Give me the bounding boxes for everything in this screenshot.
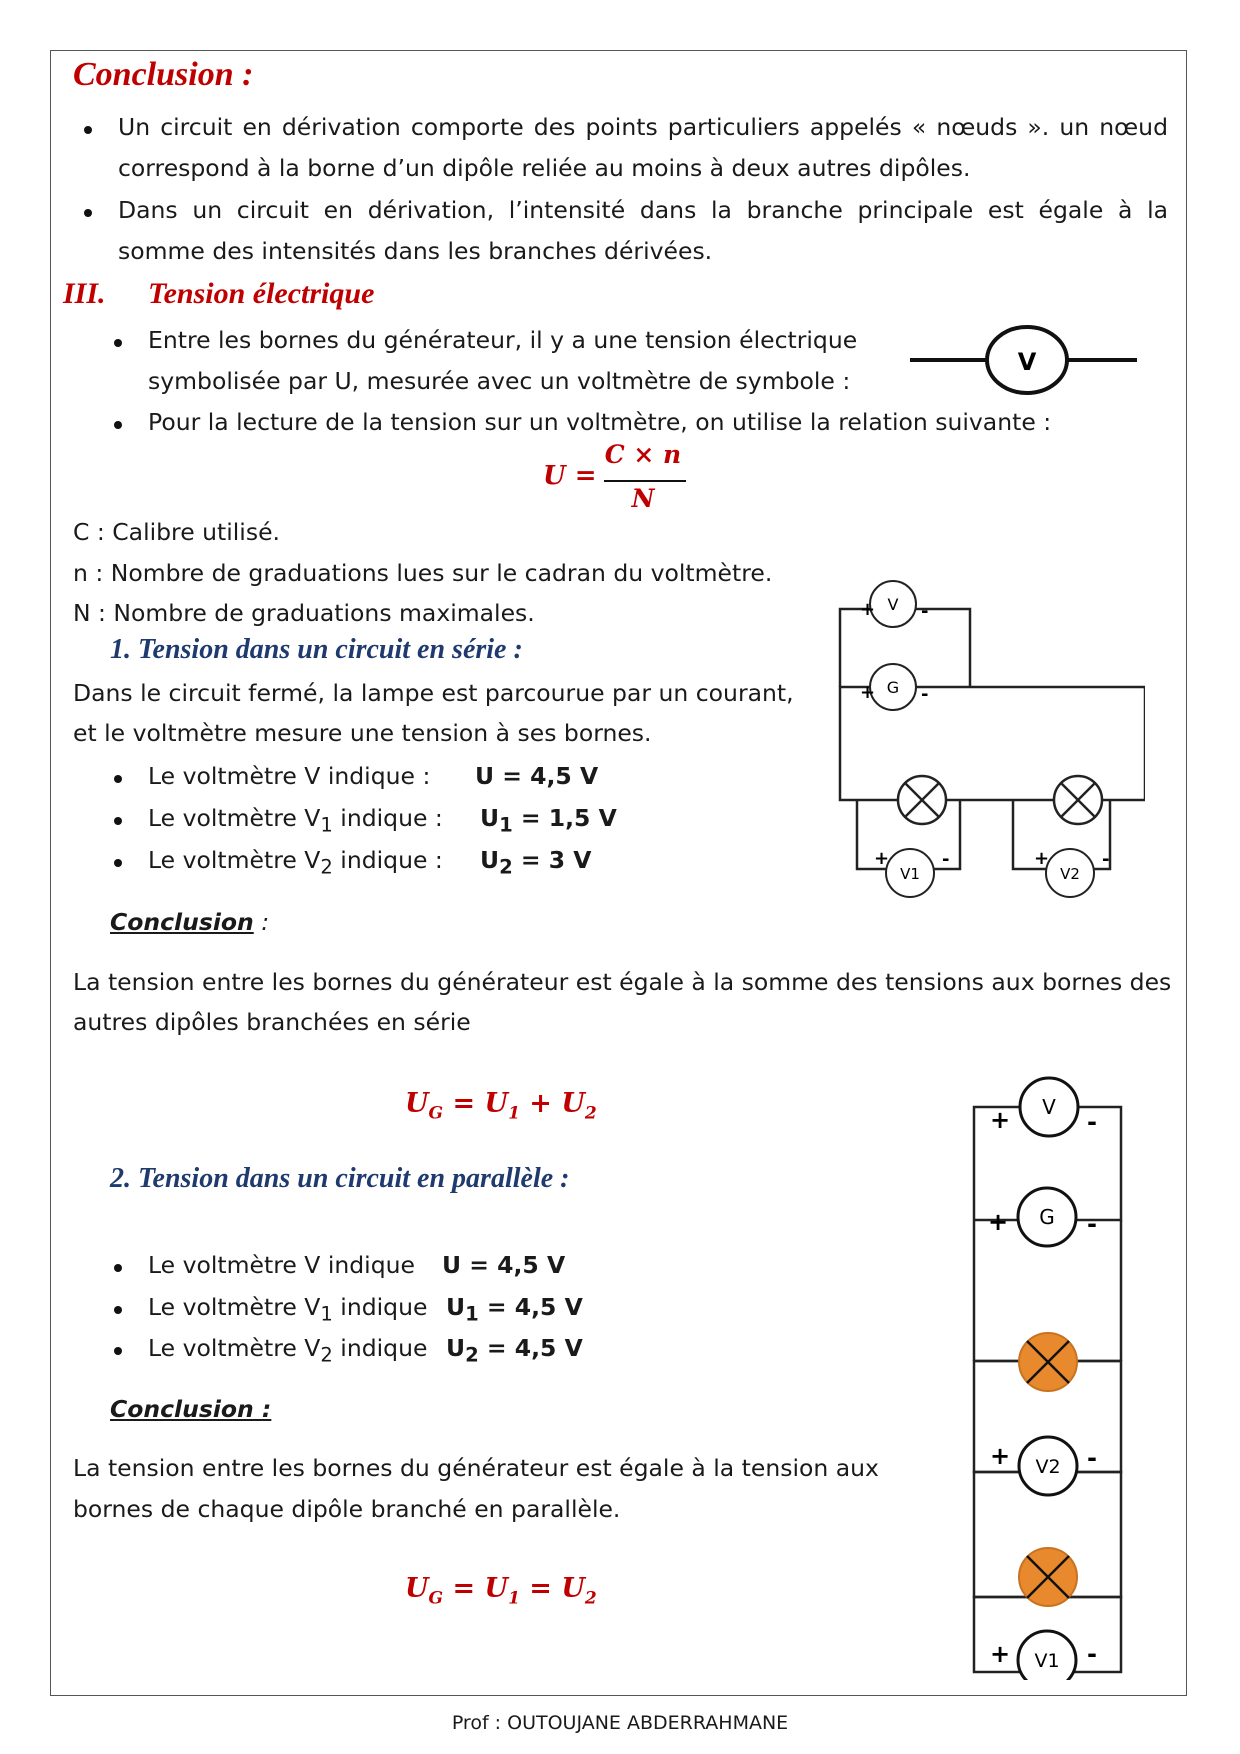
lamp-icon: [1019, 1548, 1077, 1606]
footer-author: Prof : OUTOUJANE ABDERRAHMANE: [451, 1712, 789, 1734]
definition-n: n : Nombre de graduations lues sur le cadran du voltmètre.: [73, 559, 773, 587]
bullet-dot: [114, 1264, 122, 1272]
plus-sign: +: [860, 682, 876, 703]
section-title: Tension électrique: [148, 277, 375, 310]
bullet-dot: [84, 126, 92, 134]
plus-sign: +: [990, 1442, 1011, 1470]
tension-text-line-2: symbolisée par U, mesurée avec un voltmètre de symbole :: [148, 367, 851, 395]
serie-reading-label: Le voltmètre V indique :: [148, 762, 431, 790]
serie-reading-value: $U_1 = 1,5$ V: [480, 804, 617, 837]
formula-denominator: N: [631, 484, 655, 513]
serie-conclusion-title: Conclusion :: [110, 908, 270, 936]
serie-diagram-v: V: [887, 595, 899, 614]
plus-sign: +: [874, 848, 890, 869]
minus-sign: -: [921, 684, 929, 705]
voltmeter-symbol: [905, 318, 1145, 408]
conclusion-bullet-2: Dans un circuit en dérivation, l’intensité dans la branche principale est égale à la somme des intensités dans les branches dérivées.: [118, 196, 1168, 265]
plus-sign: +: [990, 1640, 1011, 1668]
minus-sign: -: [1087, 1444, 1097, 1472]
formula-numerator: C × n: [604, 440, 682, 469]
plus-sign: +: [988, 1208, 1009, 1236]
lamp-icon: [898, 776, 946, 824]
minus-sign: -: [1087, 1640, 1097, 1668]
tension-text-line-1: Entre les bornes du générateur, il y a une tension électrique: [148, 326, 858, 354]
serie-conclusion-line-1: La tension entre les bornes du générateur est égale à la somme des tensions aux bornes des: [73, 968, 1172, 996]
plus-sign: +: [860, 599, 876, 620]
parallele-conclusion-line-2: bornes de chaque dipôle branché en parallèle.: [73, 1495, 621, 1523]
parallele-diagram-g: G: [1039, 1205, 1055, 1229]
parallele-diagram-v1: V1: [1034, 1650, 1060, 1672]
bullet-dot: [114, 1306, 122, 1314]
plus-sign: +: [1034, 848, 1050, 869]
section-number: III.: [63, 277, 106, 310]
bullet-dot: [114, 817, 122, 825]
parallele-reading-value: $U_2 = 4,5$ V: [446, 1334, 583, 1367]
parallele-reading-value: $U_1 = 4,5$ V: [446, 1293, 583, 1326]
serie-formula: $U_G = U_1 + U_2$: [405, 1088, 597, 1124]
serie-paragraph-line-1: Dans le circuit fermé, la lampe est parcourue par un courant,: [73, 679, 794, 707]
serie-diagram-v1: V1: [900, 865, 920, 883]
parallele-formula: $U_G = U_1 = U_2$: [405, 1573, 597, 1609]
serie-circuit-diagram: [830, 575, 1145, 905]
parallele-reading-label: Le voltmètre V indique: [148, 1251, 415, 1279]
definition-N: N : Nombre de graduations maximales.: [73, 599, 535, 627]
serie-reading-value: U = 4,5 V: [475, 762, 599, 790]
serie-reading-label: Le voltmètre $V_1$ indique :: [148, 804, 443, 837]
serie-diagram-v2: V2: [1060, 865, 1080, 883]
serie-heading: 1. Tension dans un circuit en série :: [110, 634, 523, 665]
formula-lhs: U =: [543, 461, 597, 491]
serie-diagram-g: G: [886, 678, 900, 697]
lamp-icon: [1054, 776, 1102, 824]
bullet-dot: [114, 421, 122, 429]
minus-sign: -: [921, 601, 929, 622]
fraction-bar: [604, 480, 686, 482]
minus-sign: -: [1102, 849, 1110, 870]
parallele-circuit-diagram: [960, 1060, 1140, 1680]
bullet-dot: [114, 775, 122, 783]
parallele-heading: 2. Tension dans un circuit en parallèle :: [110, 1163, 570, 1194]
parallele-reading-value: U = 4,5 V: [442, 1251, 566, 1279]
conclusion-heading: Conclusion :: [73, 56, 254, 93]
parallele-conclusion-line-1: La tension entre les bornes du générateur est égale à la tension aux: [73, 1454, 879, 1482]
serie-paragraph-line-2: et le voltmètre mesure une tension à ses bornes.: [73, 719, 652, 747]
minus-sign: -: [942, 849, 950, 870]
serie-conclusion-line-2: autres dipôles branchées en série: [73, 1008, 471, 1036]
lamp-icon: [1019, 1333, 1077, 1391]
bullet-dot: [114, 859, 122, 867]
conclusion-bullet-1: Un circuit en dérivation comporte des points particuliers appelés « nœuds ». un nœud correspond à la borne d’un dipôle reliée au moins à deux autres dipôles.: [118, 113, 1168, 182]
reading-relation-text: Pour la lecture de la tension sur un voltmètre, on utilise la relation suivante :: [148, 408, 1052, 436]
parallele-reading-label: Le voltmètre $V_2$ indique: [148, 1334, 428, 1367]
minus-sign: -: [1087, 1108, 1097, 1136]
definition-c: C : Calibre utilisé.: [73, 518, 280, 546]
serie-reading-label: Le voltmètre $V_2$ indique :: [148, 846, 443, 879]
parallele-reading-label: Le voltmètre $V_1$ indique: [148, 1293, 428, 1326]
serie-reading-value: $U_2 = 3$ V: [480, 846, 592, 879]
parallele-diagram-v2: V2: [1035, 1456, 1061, 1478]
bullet-dot: [114, 339, 122, 347]
parallele-conclusion-title: Conclusion :: [110, 1395, 272, 1423]
minus-sign: -: [1087, 1210, 1097, 1238]
bullet-dot: [84, 209, 92, 217]
bullet-dot: [114, 1347, 122, 1355]
voltmeter-symbol-label: V: [1017, 348, 1037, 376]
parallele-diagram-v: V: [1042, 1095, 1056, 1119]
plus-sign: +: [990, 1106, 1011, 1134]
